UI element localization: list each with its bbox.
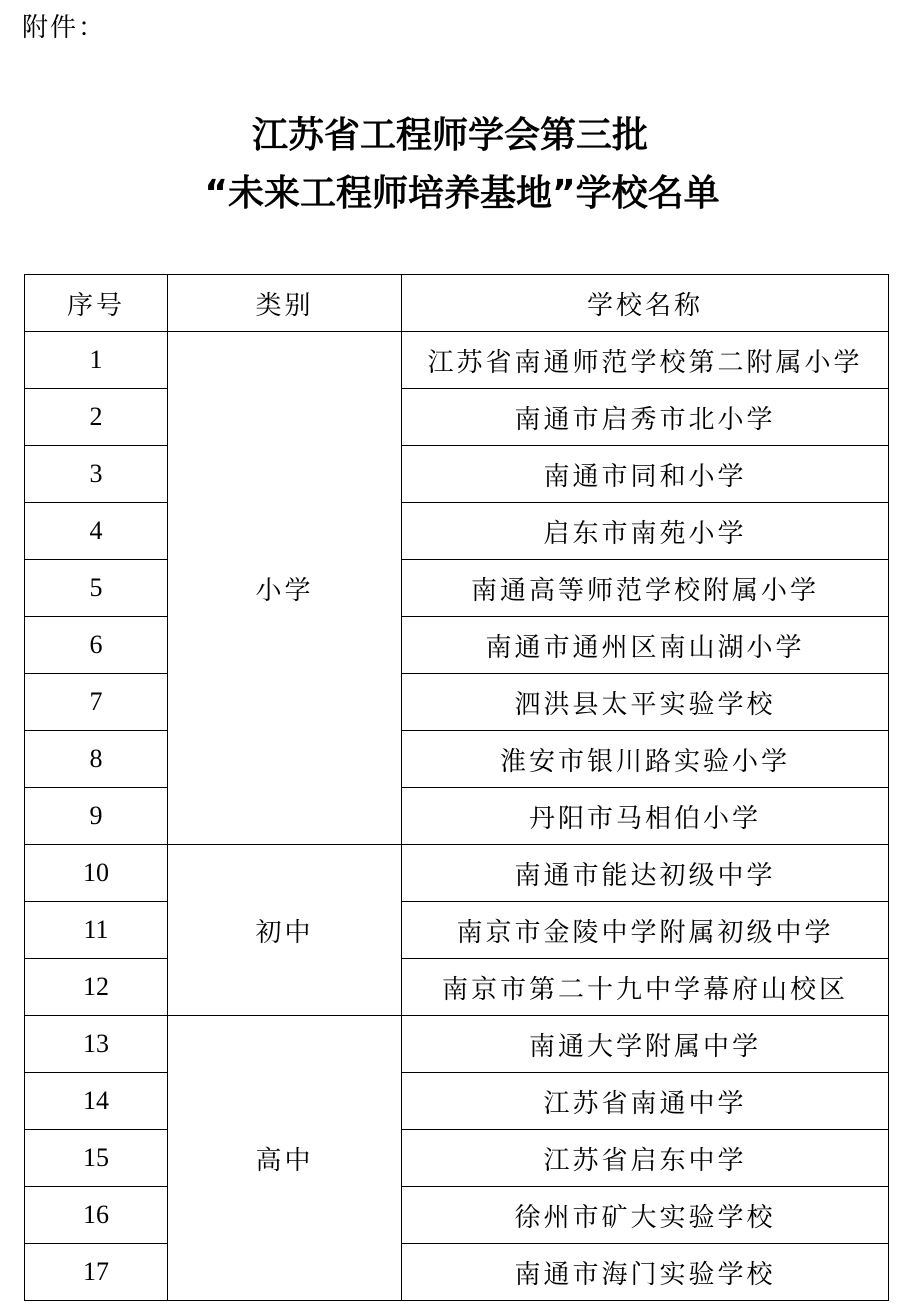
table-row bbox=[25, 674, 889, 731]
school-name: 江苏省启东中学 bbox=[402, 1130, 889, 1187]
table-header-row bbox=[25, 275, 889, 332]
row-index: 3 bbox=[25, 446, 168, 503]
table-row bbox=[25, 902, 889, 959]
row-index: 14 bbox=[25, 1073, 168, 1130]
table-row bbox=[25, 1244, 889, 1301]
school-name: 泗洪县太平实验学校 bbox=[402, 674, 889, 731]
document-title-line-1: 江苏省工程师学会第三批 bbox=[251, 115, 648, 156]
row-index: 16 bbox=[25, 1187, 168, 1244]
row-index: 12 bbox=[25, 959, 168, 1016]
table-row bbox=[25, 332, 889, 389]
table-row bbox=[25, 731, 889, 788]
table-row bbox=[25, 1187, 889, 1244]
school-name: 启东市南苑小学 bbox=[402, 503, 889, 560]
school-name: 南京市第二十九中学幕府山校区 bbox=[402, 959, 889, 1016]
row-index: 10 bbox=[25, 845, 168, 902]
school-name: 南通市启秀市北小学 bbox=[402, 389, 889, 446]
attachment-label: 附件： bbox=[22, 13, 107, 43]
school-name: 徐州市矿大实验学校 bbox=[402, 1187, 889, 1244]
school-name: 丹阳市马相伯小学 bbox=[402, 788, 889, 845]
table-row bbox=[25, 1073, 889, 1130]
row-index: 7 bbox=[25, 674, 168, 731]
table-row bbox=[25, 389, 889, 446]
school-name: 南通市海门实验学校 bbox=[402, 1244, 889, 1301]
table-row bbox=[25, 845, 889, 902]
row-index: 6 bbox=[25, 617, 168, 674]
category-cell-senior: 高中 bbox=[168, 1016, 402, 1301]
header-school-name: 学校名称 bbox=[402, 275, 889, 332]
school-name: 南通市同和小学 bbox=[402, 446, 889, 503]
row-index: 4 bbox=[25, 503, 168, 560]
table-row bbox=[25, 560, 889, 617]
row-index: 2 bbox=[25, 389, 168, 446]
table-row bbox=[25, 1130, 889, 1187]
table-row bbox=[25, 1016, 889, 1073]
row-index: 17 bbox=[25, 1244, 168, 1301]
row-index: 13 bbox=[25, 1016, 168, 1073]
row-index: 8 bbox=[25, 731, 168, 788]
school-name: 南通高等师范学校附属小学 bbox=[402, 560, 889, 617]
table-row bbox=[25, 959, 889, 1016]
category-cell-junior: 初中 bbox=[168, 845, 402, 1016]
school-name: 南京市金陵中学附属初级中学 bbox=[402, 902, 889, 959]
school-name: 江苏省南通师范学校第二附属小学 bbox=[402, 332, 889, 389]
document-title-line-2: “未来工程师培养基地”学校名单 bbox=[204, 173, 720, 214]
table-row bbox=[25, 617, 889, 674]
school-name: 南通市能达初级中学 bbox=[402, 845, 889, 902]
school-name: 江苏省南通中学 bbox=[402, 1073, 889, 1130]
table-row bbox=[25, 788, 889, 845]
school-name: 淮安市银川路实验小学 bbox=[402, 731, 889, 788]
category-cell-primary: 小学 bbox=[168, 332, 402, 845]
table-row bbox=[25, 503, 889, 560]
row-index: 1 bbox=[25, 332, 168, 389]
row-index: 5 bbox=[25, 560, 168, 617]
header-category: 类别 bbox=[168, 275, 402, 332]
row-index: 15 bbox=[25, 1130, 168, 1187]
table-row bbox=[25, 446, 889, 503]
school-list-table bbox=[24, 274, 889, 1301]
row-index: 9 bbox=[25, 788, 168, 845]
header-index: 序号 bbox=[25, 275, 168, 332]
row-index: 11 bbox=[25, 902, 168, 959]
school-name: 南通大学附属中学 bbox=[402, 1016, 889, 1073]
school-name: 南通市通州区南山湖小学 bbox=[402, 617, 889, 674]
